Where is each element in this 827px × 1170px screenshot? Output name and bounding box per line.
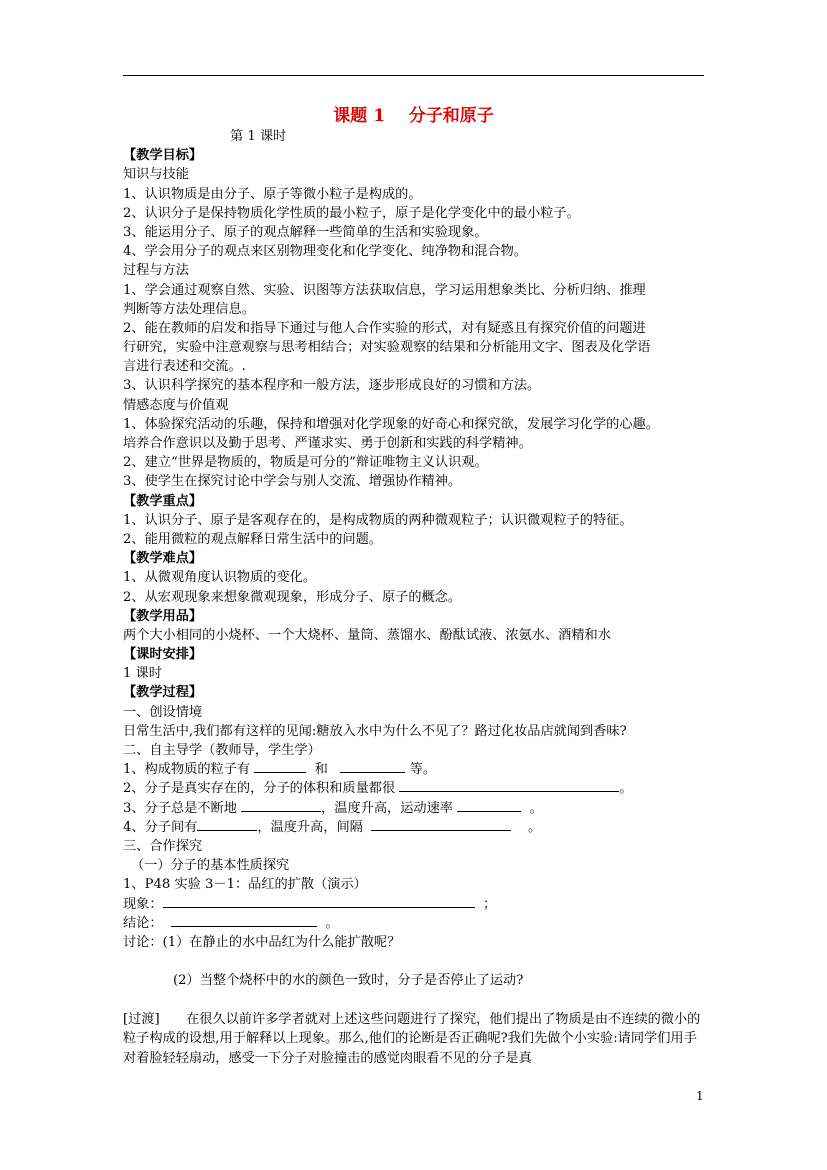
question-4 (123, 818, 707, 837)
question-text: ，温度升高，间隔 (257, 819, 368, 835)
phenomenon-label: 现象： (123, 896, 163, 912)
schedule-text: 1 课时 (123, 666, 162, 682)
discussion-1: 讨论：(1）在静止的水中品红为什么能扩散呢？ (123, 934, 401, 950)
supplies-heading: 【教学用品】 (123, 608, 203, 624)
document-body (123, 127, 707, 1068)
conclusion-line (123, 914, 707, 933)
conclusion-end: 。 (325, 915, 339, 931)
knowledge-item: 4、学会用分子的观点来区别物理变化和化学变化、纯净物和混合物。 (123, 244, 528, 260)
fill-blank[interactable] (340, 760, 405, 773)
emotion-heading: 情感态度与价值观 (123, 397, 229, 413)
experiment-1: 1、P48 实验 3－1：品红的扩散（演示） (123, 877, 367, 893)
lesson-label: 第 1 课时 (230, 129, 287, 144)
emotion-item: 3、使学生在探究讨论中学会与别人交流、增强协作精神。 (123, 474, 462, 490)
supplies-text: 两个大小相同的小烧杯、一个大烧杯、量筒、蒸馏水、酚酞试液、浓氨水、酒精和水 (123, 627, 611, 643)
question-text: 。 (529, 800, 543, 816)
fill-blank[interactable] (399, 779, 619, 792)
step1-text: 日常生活中,我们都有这样的见闻:糖放入水中为什么不见了？路过化妆品店就闻到香味? (123, 723, 627, 739)
process-item: 行研究，实验中注意观察与思考相结合；对实验观察的结果和分析能用文字、图表及化学语 (123, 340, 651, 356)
question-2 (123, 779, 707, 798)
header-rule (123, 75, 704, 76)
fill-blank[interactable] (163, 895, 475, 908)
step3-heading: 三、合作探究 (123, 838, 203, 854)
fill-blank[interactable] (241, 799, 321, 812)
key-heading: 【教学重点】 (123, 493, 203, 509)
question-text: 4、分子间有 (123, 819, 198, 835)
step1-heading: 一、创设情境 (123, 704, 203, 720)
fill-blank[interactable] (254, 760, 306, 773)
fill-blank[interactable] (197, 818, 257, 831)
knowledge-item: 1、认识物质是由分子、原子等微小粒子是构成的。 (123, 186, 422, 202)
fill-blank[interactable] (457, 799, 521, 812)
process-item: 2、能在教师的启发和指导下通过与他人合作实验的形式，对有疑惑且有探究价值的问题进 (123, 320, 646, 336)
phenomenon-line (123, 895, 707, 914)
key-item: 2、能用微粒的观点解释日常生活中的问题。 (123, 531, 382, 547)
page-number: 1 (696, 1089, 704, 1103)
emotion-item: 培养合作意识以及勤于思考、严谨求实、勇于创新和实践的科学精神。 (123, 436, 532, 451)
question-1 (123, 760, 707, 779)
question-text: ，温度升高，运动速率 (321, 800, 458, 816)
schedule-heading: 【课时安排】 (123, 647, 203, 663)
sub1-heading: （一）分子的基本性质探究 (131, 858, 290, 874)
process-heading: 过程与方法 (123, 263, 189, 279)
emotion-item: 2、建立“世界是物质的，物质是可分的”辩证唯物主义认识观。 (123, 455, 488, 471)
emotion-item: 1、体验探究活动的乐趣，保持和增强对化学现象的好奇心和探究欲，发展学习化学的心趣。 (123, 416, 659, 432)
process-item: 判断等方法处理信息。 (123, 301, 255, 317)
teaching-process-heading: 【教学过程】 (123, 685, 203, 701)
difficult-item: 1、从微观角度认识物质的变化。 (123, 570, 317, 586)
knowledge-item: 2、认识分子是保持物质化学性质的最小粒子，原子是化学变化中的最小粒子。 (123, 205, 580, 221)
process-item: 言进行表述和交流。. (123, 359, 246, 375)
step2-heading: 二、自主导学（教师导，学生学） (123, 743, 321, 758)
fill-blank[interactable] (371, 818, 511, 831)
transition-paragraph: [过渡] 在很久以前许多学者就对上述这些问题进行了探究，他们提出了物质是由不连续的微小的粒子构成的设想,用于解释以上现象。那么,他们的论断是否正确呢?我们先做个小实验:请同学们用手对着脸轻轻扇动，感受一下分子对脸撞击的感觉肉眼看不见的分子是真 (123, 1012, 701, 1066)
key-item: 1、认识分子、原子是客观存在的，是构成物质的两种微观粒子；认识微观粒子的特征。 (123, 512, 633, 528)
question-text: 。 (528, 819, 542, 835)
phenomenon-end: ； (482, 896, 497, 912)
question-text: 1、构成物质的粒子有 (123, 762, 255, 778)
question-text: 3、分子总是不断地 (123, 800, 242, 816)
fill-blank[interactable] (171, 914, 317, 927)
question-3 (123, 799, 707, 818)
page-title: 课题 1 分子和原子 (333, 106, 494, 126)
knowledge-heading: 知识与技能 (123, 167, 189, 183)
process-item: 1、学会通过观察自然、实验、识图等方法获取信息，学习运用想象类比、分析归纳、推理 (123, 282, 646, 298)
question-text: 。 (619, 781, 633, 797)
conclusion-label: 结论： (123, 915, 163, 931)
process-item: 3、认识科学探究的基本程序和一般方法，逐步形成良好的习惯和方法。 (123, 378, 541, 394)
question-text: 等。 (409, 762, 437, 778)
question-text: 和 (314, 762, 333, 778)
goals-heading: 【教学目标】 (123, 148, 203, 164)
knowledge-item: 3、能运用分子、原子的观点解释一些简单的生活和实验现象。 (123, 224, 488, 240)
difficult-item: 2、从宏观现象来想象微观现象，形成分子、原子的概念。 (123, 589, 462, 605)
question-text: 2、分子是真实存在的，分子的体积和质量都很 (123, 781, 400, 797)
discussion-2: (2）当整个烧杯中的水的颜色一致时，分子是否停止了运动? (173, 973, 524, 989)
difficult-heading: 【教学难点】 (123, 551, 203, 567)
